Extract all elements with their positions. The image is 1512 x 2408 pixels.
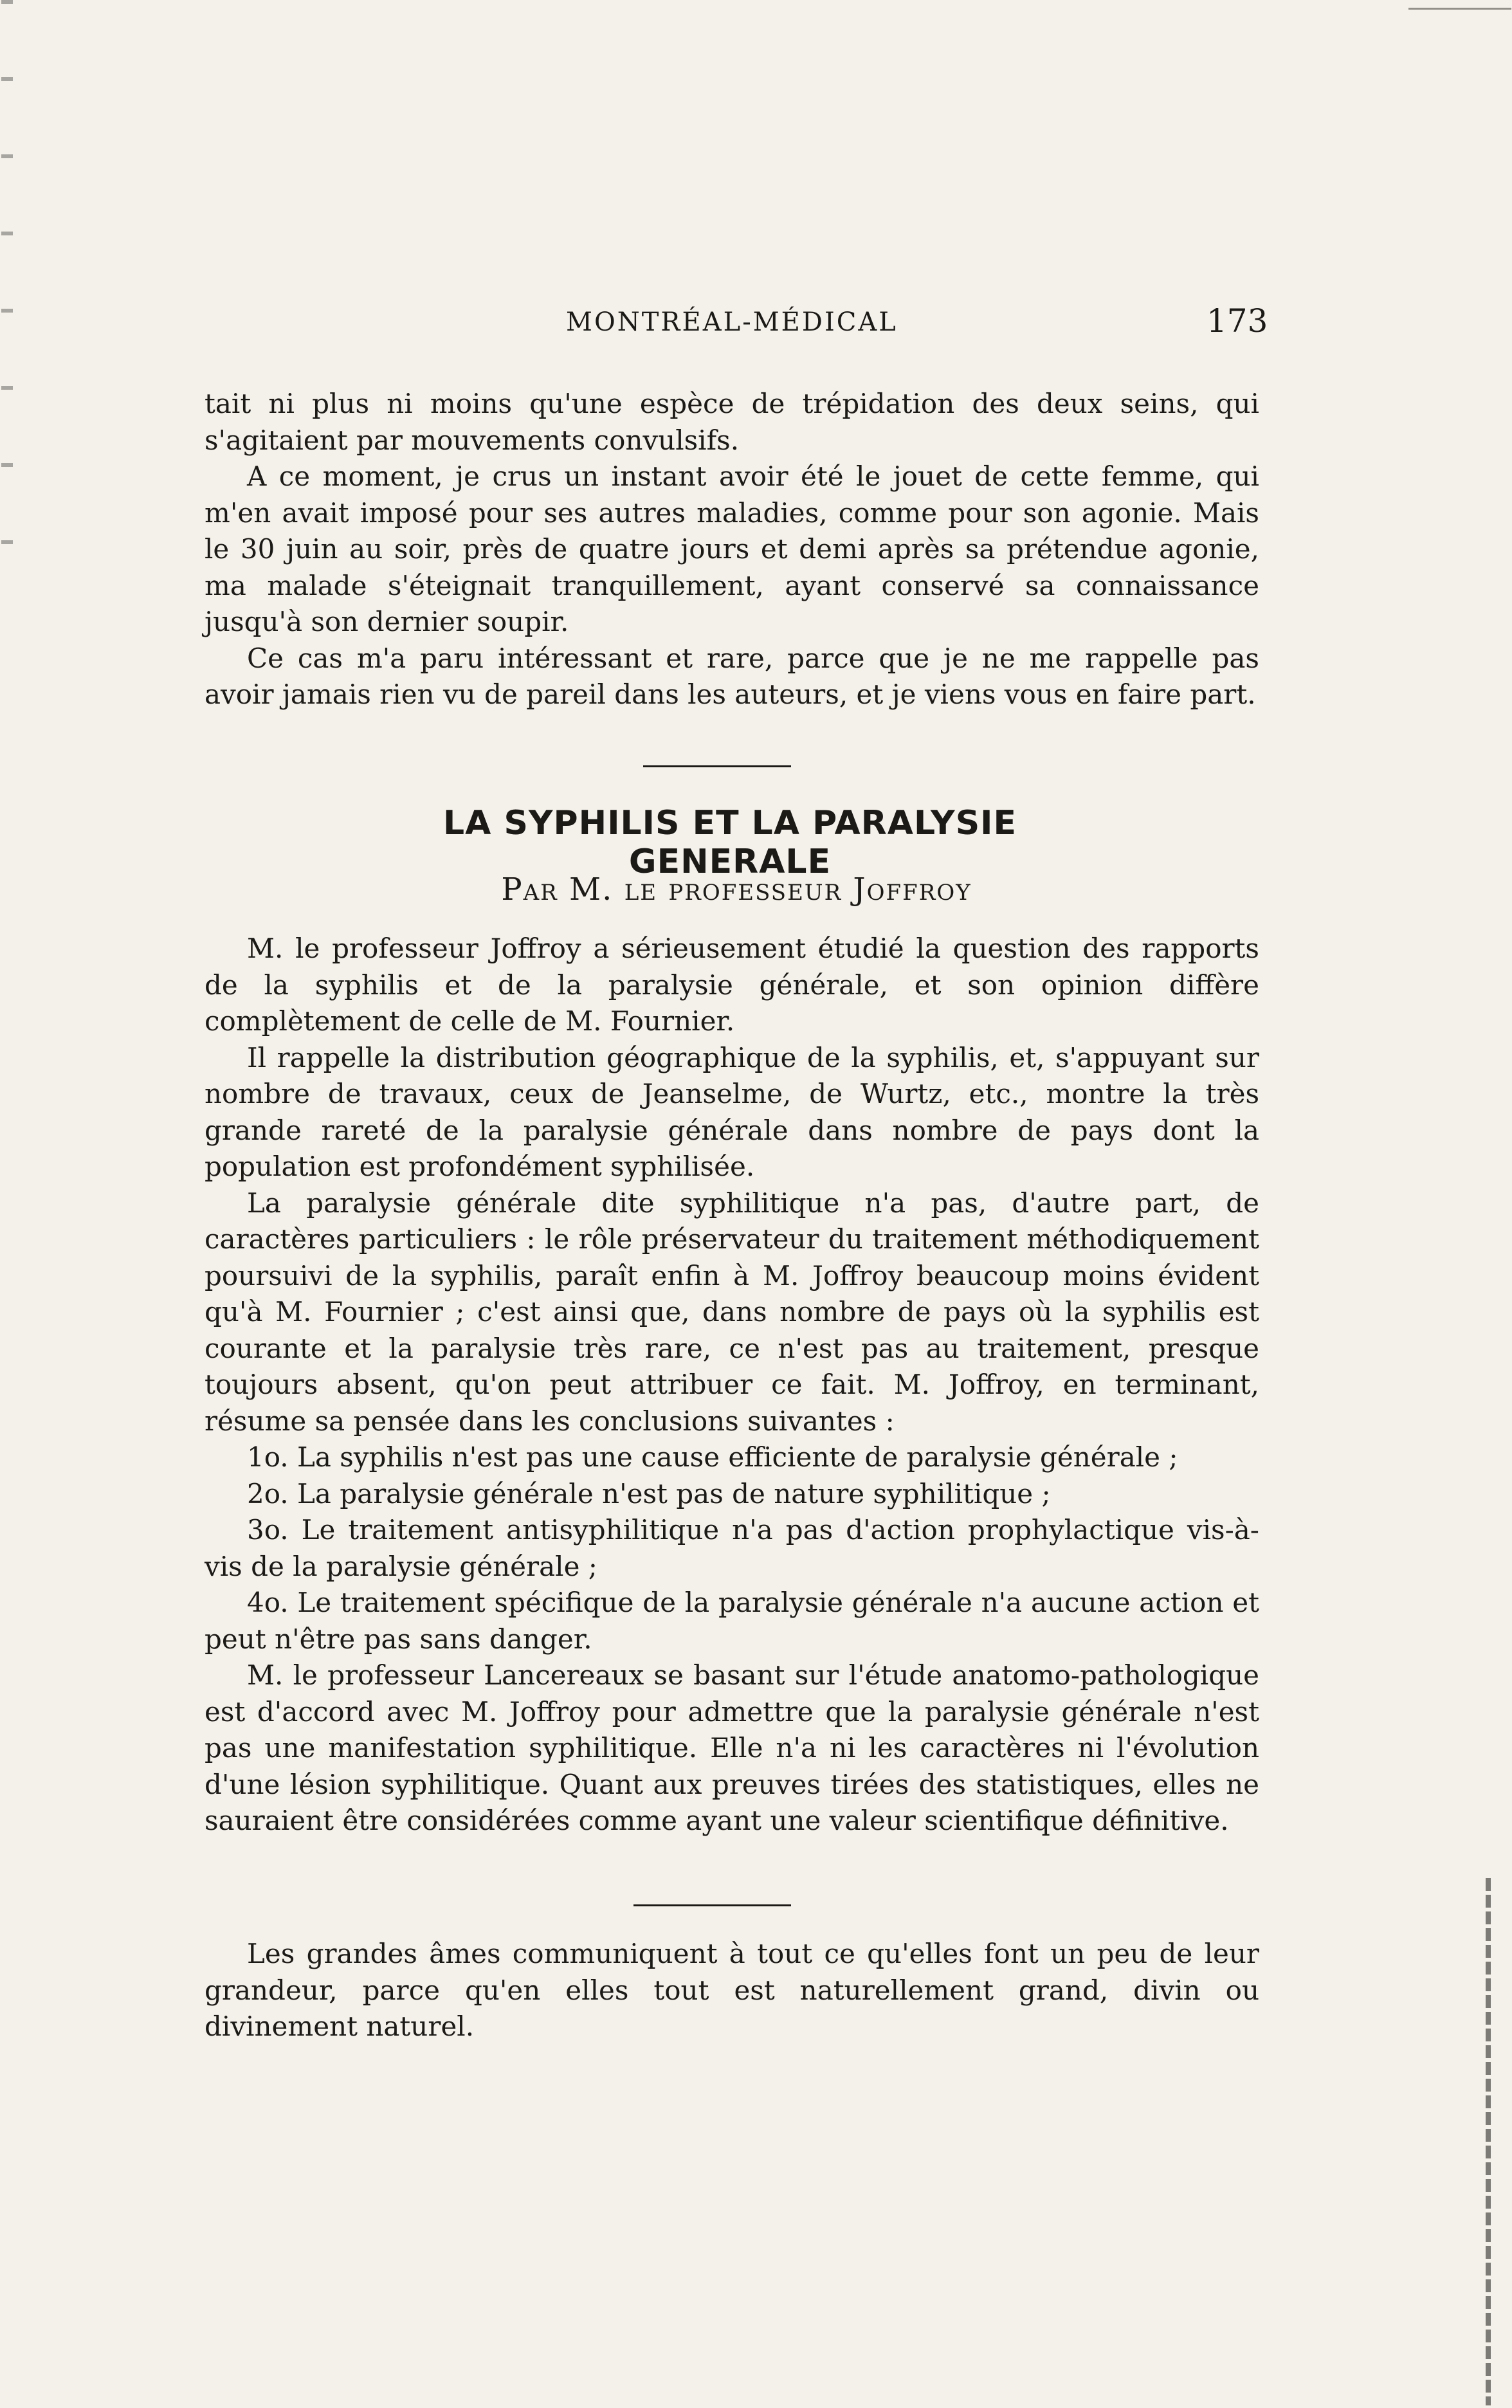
conclusion-item: 1o. La syphilis n'est pas une cause efficiente de paralysie générale ;: [247, 1441, 1178, 1473]
intro-paragraph: A ce moment, je crus un instant avoir été le jouet de cette femme, qui m'en avait imposé pour ses autres maladies, comme pour son agonie. Mais le 30 juin au soir, près de quatre jours et demi après sa prétendue agonie, ma malade s'éteignait tranquillement, ayant conservé sa connaissance jusqu'à son dernier soupir.: [205, 461, 1259, 637]
conclusion-item: 3o. Le traitement antisyphilitique n'a pas d'action prophylactique vis-à-vis de la paralysie générale ;: [205, 1514, 1259, 1582]
conclusion-item: 4o. Le traitement spécifique de la paralysie générale n'a aucune action et peut n'être pas sans danger.: [205, 1587, 1259, 1655]
page-number: 173: [1207, 302, 1268, 340]
quote-text: Les grandes âmes communiquent à tout ce qu'elles font un peu de leur grandeur, parce qu'en elles tout est naturellement grand, divin ou divinement naturel.: [205, 1938, 1259, 2042]
intro-section: [205, 386, 1259, 713]
article-body: [205, 931, 1259, 1839]
running-title: MONTRÉAL-MÉDICAL: [566, 307, 898, 337]
scan-left-edge: [1, 0, 13, 579]
intro-paragraph: Ce cas m'a paru intéressant et rare, parce que je ne me rappelle pas avoir jamais rien vu de pareil dans les auteurs, et je viens vous en faire part.: [205, 642, 1259, 710]
scan-right-edge: [1486, 1878, 1491, 2405]
section-divider: [633, 1904, 791, 1906]
section-divider: [643, 765, 791, 767]
article-paragraph: M. le professeur Joffroy a sérieusement étudié la question des rapports de la syphilis et de la paralysie générale, et son opinion diffère complètement de celle de M. Fournier.: [205, 933, 1259, 1037]
article-title: LA SYPHILIS ET LA PARALYSIE GENERALE: [442, 804, 1017, 881]
article-byline: Par M. le professeur Joffroy: [501, 871, 972, 908]
article-paragraph: Il rappelle la distribution géographique de la syphilis, et, s'appuyant sur nombre de travaux, ceux de Jeanselme, de Wurtz, etc., montre la très grande rareté de la paralysie générale dans nombre de pays dont la population est profondément syphilisée.: [205, 1041, 1259, 1182]
closing-quote: [205, 1936, 1259, 2045]
conclusion-item: 2o. La paralysie générale n'est pas de nature syphilitique ;: [247, 1477, 1051, 1510]
article-paragraph: M. le professeur Lancereaux se basant sur l'étude anatomo-pathologique est d'accord avec M. Joffroy pour admettre que la paralysie générale n'est pas une manifestation syphilitique. Elle n'a ni les caractères ni l'évolution d'une lésion syphilitique. Quant aux preuves tirées des statistiques, elles ne sauraient être considérées comme ayant une valeur scientifique définitive.: [205, 1659, 1259, 1836]
intro-paragraph: tait ni plus ni moins qu'une espèce de trépidation des deux seins, qui s'agitaient par mouvements convulsifs.: [205, 388, 1259, 456]
scan-edge-mark: [1408, 8, 1511, 10]
article-paragraph: La paralysie générale dite syphilitique n'a pas, d'autre part, de caractères particuliers : le rôle préservateur du traitement méthodiquement poursuivi de la syphilis, paraît enfin à M. Joffroy beaucoup moins évident qu'à M. Fournier ; c'est ainsi que, dans nombre de pays où la syphilis est courante et la paralysie très rare, ce n'est pas au traitement, presque toujours absent, qu'on peut attribuer ce fait. M. Joffroy, en terminant, résume sa pensée dans les conclusions suivantes :: [205, 1187, 1259, 1437]
